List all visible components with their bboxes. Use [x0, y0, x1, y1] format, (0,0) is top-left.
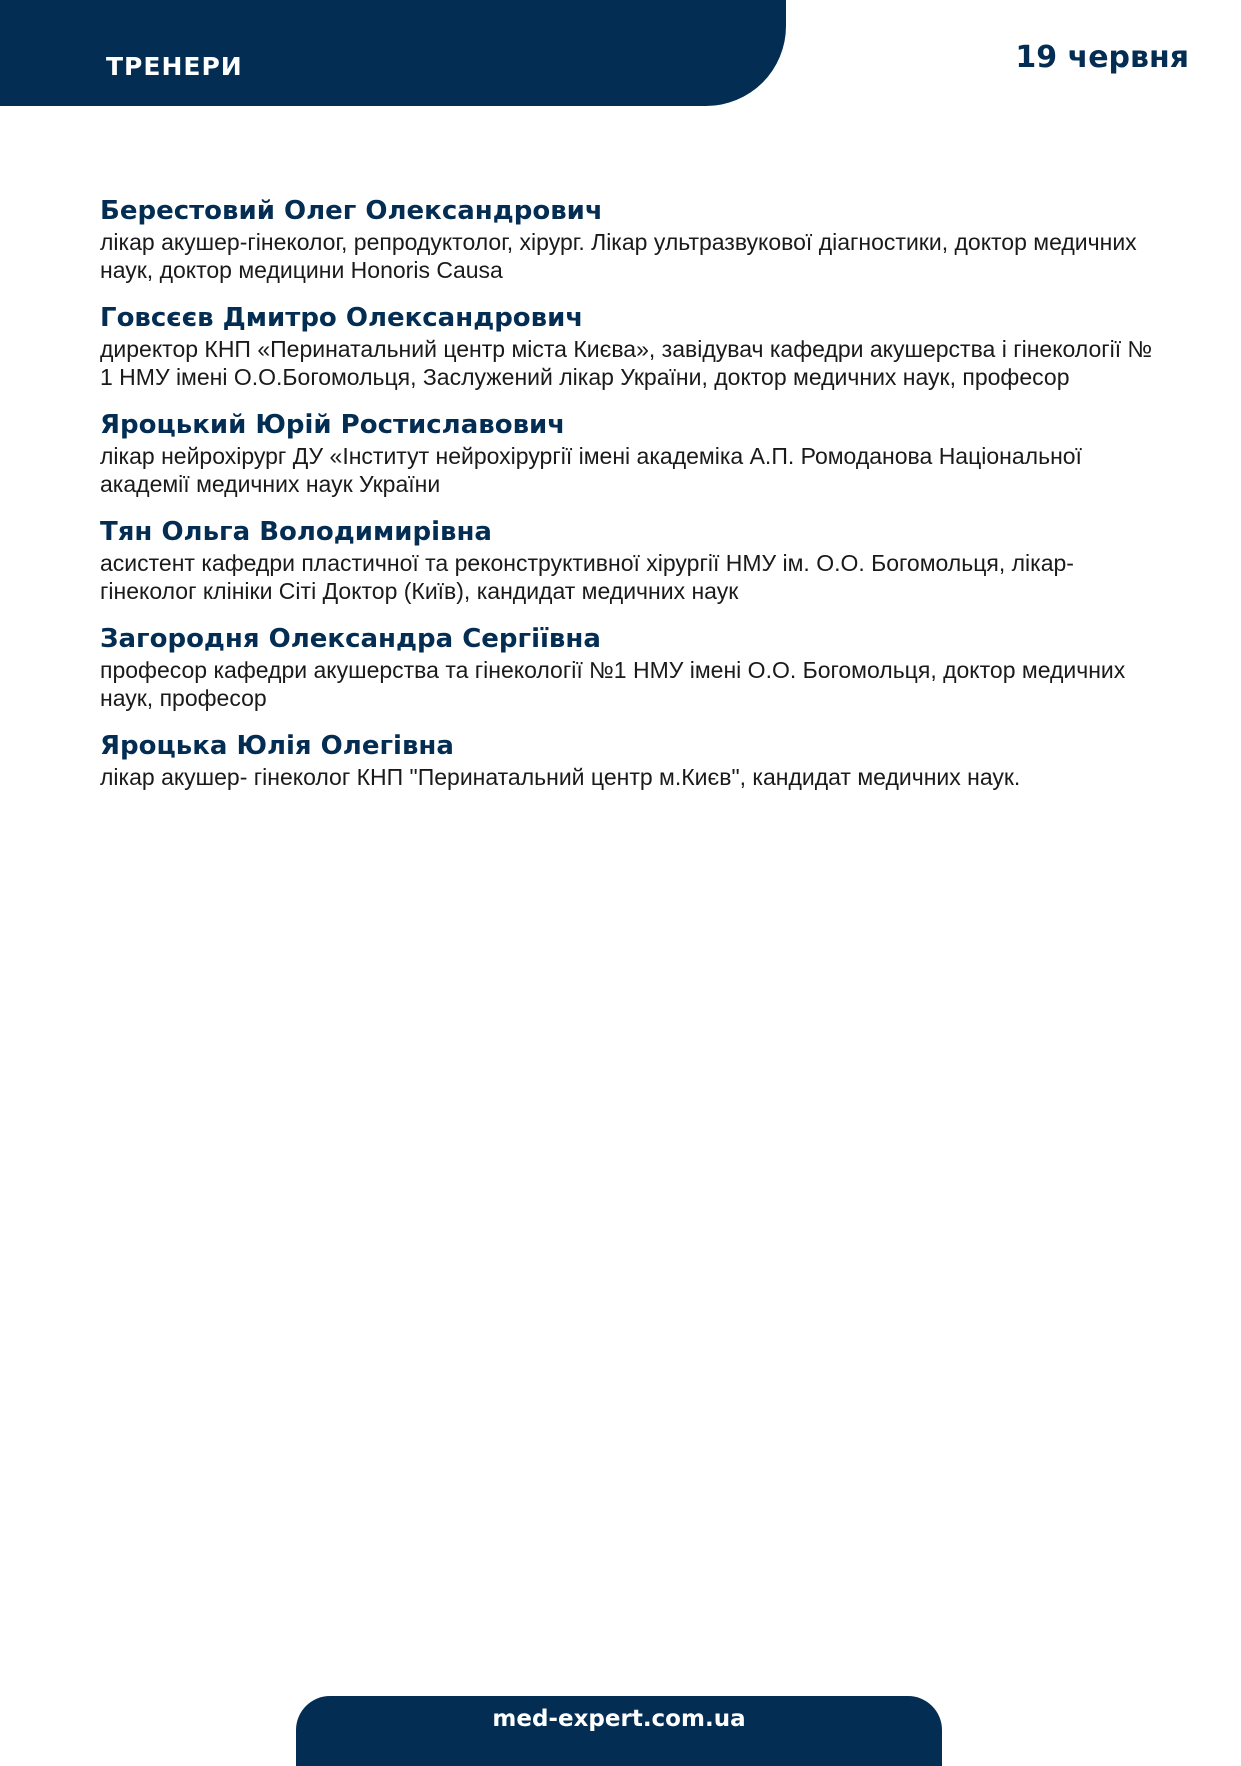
trainer-description: директор КНП «Перинатальний центр міста Києва», завідувач кафедри акушерства і гінекології № 1 НМУ імені О.О.Богомольця, Заслужений лікар України, доктор медичних наук, професор: [100, 336, 1153, 390]
trainer-name: Загородня Олександра Сергіївна: [100, 624, 601, 654]
trainer-name: Яроцька Юлія Олегівна: [100, 731, 454, 761]
trainer-entry: [100, 729, 1160, 791]
trainer-description: лікар нейрохірург ДУ «Інститут нейрохірургії імені академіка А.П. Ромоданова Національної академії медичних наук України: [100, 443, 1082, 497]
trainer-name: Яроцький Юрій Ростиславович: [100, 410, 566, 440]
trainer-name: Говсєєв Дмитро Олександрович: [100, 303, 584, 333]
trainer-name: Берестовий Олег Олександрович: [100, 196, 603, 226]
event-date: 19 червня: [1015, 40, 1189, 75]
trainer-description: професор кафедри акушерства та гінекології №1 НМУ імені О.О. Богомольця, доктор медичних наук, професор: [100, 657, 1126, 711]
website-link[interactable]: med-expert.com.ua: [492, 1706, 746, 1732]
trainer-description: асистент кафедри пластичної та реконструктивної хірургії НМУ ім. О.О. Богомольця, лікар-гінеколог клініки Сіті Доктор (Київ), кандидат медичних наук: [100, 550, 1074, 604]
header-banner: [0, 0, 786, 106]
trainer-entry: [100, 301, 1160, 391]
trainer-name: Тян Ольга Володимирівна: [100, 517, 492, 547]
trainer-description: лікар акушер-гінеколог, репродуктолог, хірург. Лікар ультразвукової діагностики, доктор медичних наук, доктор медицини Honoris Causa: [100, 229, 1137, 283]
page-title: ТРЕНЕРИ: [106, 52, 243, 81]
trainer-entry: [100, 194, 1160, 284]
trainer-description: лікар акушер- гінеколог КНП "Перинатальний центр м.Києв", кандидат медичних наук.: [100, 764, 1021, 790]
trainer-entry: [100, 622, 1160, 712]
footer-banner: [296, 1696, 942, 1766]
trainers-list: [100, 194, 1160, 808]
trainer-entry: [100, 408, 1160, 498]
trainer-entry: [100, 515, 1160, 605]
